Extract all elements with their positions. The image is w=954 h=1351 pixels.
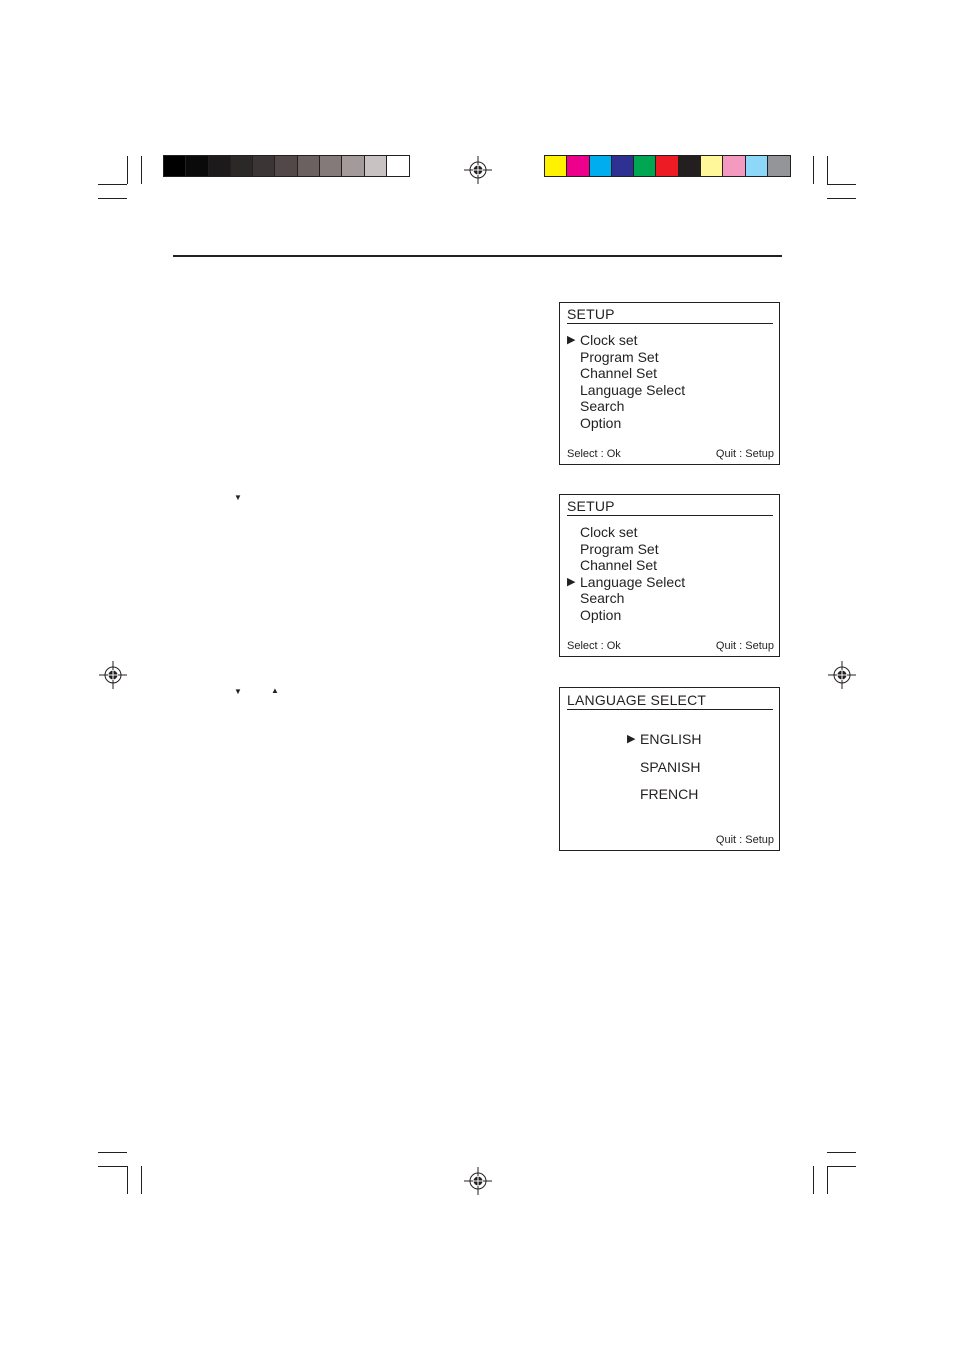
gray-swatch (342, 156, 364, 176)
gray-swatch (253, 156, 275, 176)
language-select-screen (559, 687, 780, 851)
gray-swatch (275, 156, 297, 176)
footer-quit-hint: Quit : Setup (715, 448, 774, 460)
registration-mark-icon (99, 661, 127, 689)
crop-mark (98, 1152, 127, 1153)
color-swatch (768, 156, 790, 176)
crop-mark (827, 156, 828, 184)
menu-item-channel-set[interactable] (567, 365, 657, 381)
footer-quit-hint: Quit : Setup (715, 640, 774, 652)
color-swatch (656, 156, 678, 176)
menu-item-label: Language Select (580, 573, 686, 590)
title-underline (567, 709, 773, 710)
gray-swatch (164, 156, 186, 176)
gray-swatch (387, 156, 409, 176)
crop-mark (141, 1166, 142, 1194)
menu-item-label: Program Set (580, 348, 659, 365)
gray-swatch (298, 156, 320, 176)
crop-mark (813, 156, 814, 184)
screen-title: LANGUAGE SELECT (567, 692, 707, 708)
screen-title: SETUP (567, 498, 615, 514)
crop-mark (827, 1166, 828, 1194)
setup-menu-screen (559, 494, 780, 657)
language-option-label: SPANISH (640, 758, 701, 775)
crop-mark (827, 184, 856, 185)
menu-item-option[interactable] (567, 607, 621, 623)
crop-mark (98, 198, 127, 199)
menu-item-label: Clock set (580, 332, 638, 348)
color-swatch (634, 156, 656, 176)
gray-swatch (320, 156, 342, 176)
menu-item-label: Search (580, 590, 625, 606)
color-swatch (567, 156, 589, 176)
language-option-french[interactable] (627, 786, 698, 802)
down-arrow-icon: ▼ (234, 687, 242, 696)
grayscale-color-bar (163, 155, 410, 177)
color-swatch (701, 156, 723, 176)
footer-select-hint: Select : Ok (567, 640, 621, 652)
selection-cursor-icon: ▶ (567, 575, 576, 588)
menu-item-label: Channel Set (580, 557, 658, 573)
menu-item-option[interactable] (567, 415, 621, 431)
setup-menu-screen (559, 302, 780, 465)
color-swatch (723, 156, 745, 176)
crop-mark (827, 198, 856, 199)
footer-select-hint: Select : Ok (567, 448, 621, 460)
color-swatch (746, 156, 768, 176)
menu-item-search[interactable] (567, 398, 624, 414)
crop-mark (127, 156, 128, 184)
menu-item-channel-set[interactable] (567, 557, 657, 573)
menu-item-language-select[interactable] (567, 382, 685, 398)
header-rule (173, 255, 782, 257)
menu-item-label: Search (580, 398, 625, 414)
menu-item-label: Channel Set (580, 365, 658, 381)
color-swatch (679, 156, 701, 176)
title-underline (567, 515, 773, 516)
menu-item-label: Option (580, 414, 622, 431)
language-option-spanish[interactable] (627, 759, 700, 775)
registration-mark-icon (828, 661, 856, 689)
up-arrow-icon: ▲ (271, 686, 279, 695)
menu-item-clock-set[interactable] (567, 524, 638, 540)
down-arrow-icon: ▼ (234, 493, 242, 502)
menu-item-clock-set[interactable] (567, 332, 638, 348)
selection-cursor-icon: ▶ (567, 334, 576, 346)
menu-item-search[interactable] (567, 590, 624, 606)
screen-title: SETUP (567, 306, 615, 322)
gray-swatch (186, 156, 208, 176)
gray-swatch (365, 156, 387, 176)
registration-mark-icon (464, 1167, 492, 1195)
color-swatch (545, 156, 567, 176)
title-underline (567, 323, 773, 324)
footer-quit-hint: Quit : Setup (715, 834, 774, 846)
gray-swatch (209, 156, 231, 176)
crop-mark (98, 1166, 127, 1167)
crop-mark (813, 1166, 814, 1194)
language-option-label: FRENCH (640, 786, 699, 802)
menu-item-program-set[interactable] (567, 349, 659, 365)
color-swatch (590, 156, 612, 176)
crop-mark (141, 156, 142, 184)
menu-item-label: Clock set (580, 524, 638, 540)
color-swatch (612, 156, 634, 176)
menu-item-program-set[interactable] (567, 541, 659, 557)
crop-mark (827, 1166, 856, 1167)
language-option-english[interactable] (627, 731, 701, 747)
menu-item-language-select[interactable] (567, 574, 685, 590)
process-color-bar (544, 155, 791, 177)
crop-mark (98, 184, 127, 185)
menu-item-label: Language Select (580, 381, 686, 398)
language-option-label: ENGLISH (640, 731, 702, 747)
crop-mark (127, 1166, 128, 1194)
selection-cursor-icon: ▶ (627, 733, 636, 745)
registration-mark-icon (464, 156, 492, 184)
menu-item-label: Option (580, 606, 622, 623)
crop-mark (827, 1152, 856, 1153)
gray-swatch (231, 156, 253, 176)
menu-item-label: Program Set (580, 540, 659, 557)
